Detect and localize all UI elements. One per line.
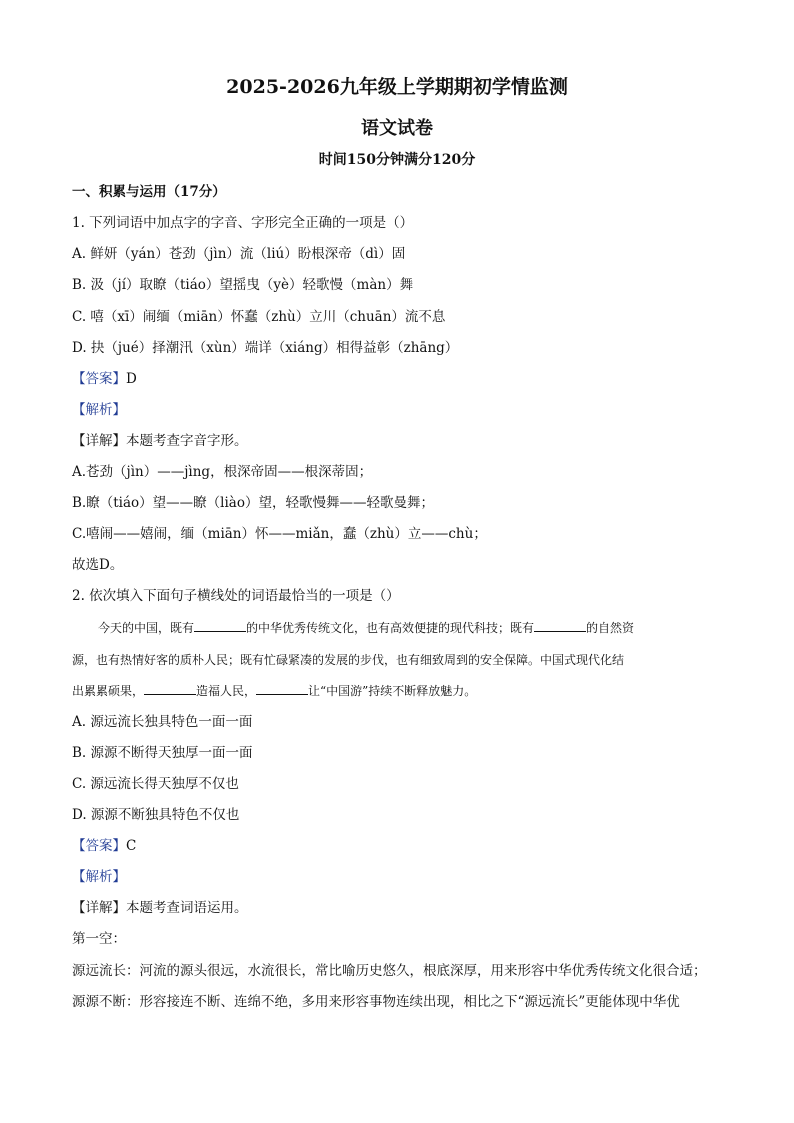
question-1-option-a: A. 鲜妍（yán）苍劲（jìn）流（liú）盼根深帝（dì）固	[72, 246, 406, 262]
question-1-conclusion: 故选D。	[72, 557, 124, 573]
blank-1-heading: 第一空：	[72, 931, 126, 947]
detail-text: 本题考查字音字形。	[126, 433, 248, 449]
question-2-analysis-tag: 【解析】	[72, 869, 126, 885]
question-2-stem: 2. 依次填入下面句子横线处的词语最恰当的一项是（）	[72, 588, 400, 604]
question-2-option-d: D. 源源不断独具特色不仅也	[72, 807, 240, 823]
exam-title: 2025-2026九年级上学期期初学情监测	[226, 76, 568, 98]
fill-blank	[256, 682, 308, 695]
passage-line: 源，也有热情好客的质朴人民；既有忙碌紧凑的发展的步伐，也有细致周到的安全保障。中国式现代化结	[72, 653, 625, 667]
explanation-line: 源远流长：河流的源头很远，水流很长，常比喻历史悠久，根底深厚，用来形容中华优秀传统文化很合适；	[72, 963, 707, 979]
question-1-option-b: B. 汲（jí）取瞭（tiáo）望摇曳（yè）轻歌慢（màn）舞	[72, 277, 414, 293]
question-2-option-b: B. 源源不断得天独厚一面一面	[72, 745, 253, 761]
detail-tag: 【详解】	[72, 433, 126, 449]
question-1-note: B.瞭（tiáo）望——瞭（liào）望，轻歌慢舞——轻歌曼舞；	[72, 495, 434, 511]
fill-blank	[144, 682, 196, 695]
passage-line: 出累累硕果， 造福人民， 让“中国游”持续不断释放魅力。	[72, 684, 477, 698]
question-1-detail	[72, 432, 732, 450]
detail-tag: 【详解】	[72, 900, 126, 916]
question-2-option-a: A. 源远流长独具特色一面一面	[72, 714, 253, 730]
explanation-line: 源源不断：形容接连不断、连绵不绝，多用来形容事物连续出现，相比之下“源远流长”更能体现中华优	[72, 994, 680, 1010]
question-1-analysis-tag: 【解析】	[72, 402, 126, 418]
answer-value: C	[126, 838, 137, 854]
fill-blank	[534, 619, 586, 632]
question-2-detail	[72, 899, 732, 917]
answer-value: D	[126, 371, 137, 387]
question-1-answer	[72, 370, 732, 388]
question-1-option-d: D. 抉（jué）择潮汛（xùn）端详（xiáng）相得益彰（zhāng）	[72, 340, 459, 356]
passage-line: 今天的中国，既有 的中华优秀传统文化，也有高效便捷的现代科技；既有 的自然资	[98, 621, 635, 635]
exam-meta: 时间150分钟满分120分	[318, 152, 476, 168]
question-2-answer	[72, 837, 732, 855]
fill-blank	[194, 619, 246, 632]
question-2-option-c: C. 源远流长得天独厚不仅也	[72, 776, 239, 792]
answer-tag: 【答案】	[72, 371, 126, 387]
exam-subtitle: 语文试卷	[361, 118, 433, 139]
detail-text: 本题考查词语运用。	[126, 900, 248, 916]
answer-tag: 【答案】	[72, 838, 126, 854]
question-1-option-c: C. 嘻（xī）闹缅（miān）怀蠢（zhù）立川（chuān）流不息	[72, 309, 446, 325]
question-1-note: A.苍劲（jìn）——jìng，根深帝固——根深蒂固；	[72, 464, 373, 480]
section-heading: 一、积累与运用（17分）	[72, 184, 226, 200]
question-1-stem: 1. 下列词语中加点字的字音、字形完全正确的一项是（）	[72, 215, 414, 231]
question-1-note: C.嘻闹——嬉闹，缅（miān）怀——miǎn，蠢（zhù）立——chù；	[72, 526, 487, 542]
